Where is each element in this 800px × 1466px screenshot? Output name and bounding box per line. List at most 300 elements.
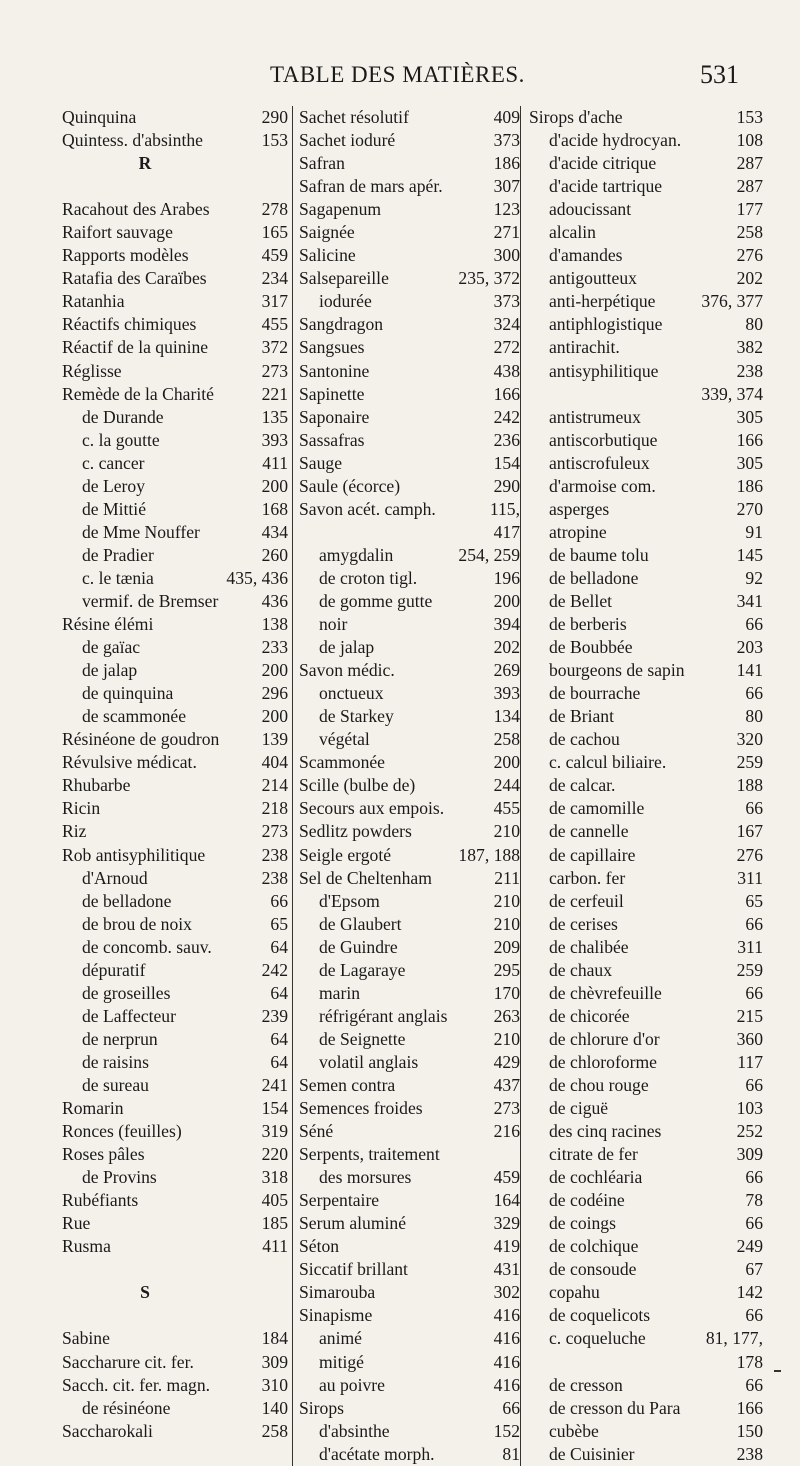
entry-page-ref: 66	[745, 798, 763, 819]
entry-term: Savon acét. camph.	[299, 498, 436, 519]
index-entry	[299, 544, 520, 567]
entry-term: Remède de la Charité	[62, 383, 214, 404]
entry-term: de sureau	[82, 1074, 149, 1095]
index-entry	[299, 106, 520, 129]
index-entry	[62, 613, 288, 636]
index-entry	[299, 336, 520, 359]
entry-term	[299, 521, 490, 544]
index-entry	[529, 1327, 763, 1350]
entry-page-ref: 271	[493, 222, 520, 243]
entry-page-ref: 434	[261, 521, 288, 542]
margin-mark	[774, 1370, 781, 1372]
entry-term: Seigle ergoté	[299, 844, 392, 865]
entry-page-ref: 238	[736, 360, 763, 381]
index-entry	[299, 590, 520, 613]
entry-term: Raifort sauvage	[62, 222, 173, 243]
entry-term: Salicine	[299, 245, 356, 266]
entry-page-ref: 200	[261, 660, 288, 681]
index-entry	[299, 1397, 520, 1420]
index-entry	[529, 659, 763, 682]
index-entry	[62, 751, 288, 774]
entry-term: Ratafia des Caraïbes	[62, 268, 207, 289]
index-entry	[299, 751, 520, 774]
entry-page-ref: 108	[736, 130, 763, 151]
index-entry	[529, 1120, 763, 1143]
index-entry	[299, 360, 520, 383]
entry-term: Réglisse	[62, 360, 122, 381]
page-header	[0, 62, 800, 92]
entry-page-ref: 382	[736, 337, 763, 358]
entry-page-ref: 170	[493, 982, 520, 1003]
entry-page-ref: 258	[736, 222, 763, 243]
entry-page-ref: 252	[736, 1121, 763, 1142]
index-entry	[529, 198, 763, 221]
entry-term: de berberis	[549, 614, 627, 635]
entry-term: Salsepareille	[299, 268, 389, 289]
index-entry	[299, 890, 520, 913]
index-entry	[299, 406, 520, 429]
entry-term: d'acide citrique	[549, 153, 657, 174]
index-entry	[299, 1327, 520, 1350]
entry-page-ref: 215	[736, 1005, 763, 1026]
entry-page-ref: 66	[502, 1397, 520, 1418]
index-entry	[299, 959, 520, 982]
index-entry	[62, 1351, 288, 1374]
entry-page-ref: 278	[261, 199, 288, 220]
entry-page-ref: 209	[493, 936, 520, 957]
entry-term: Séton	[299, 1236, 340, 1257]
entry-page-ref: 168	[261, 498, 288, 519]
index-entry	[299, 1351, 520, 1374]
index-entry	[529, 383, 763, 406]
entry-page-ref: 290	[261, 107, 288, 127]
entry-page-ref: 66	[745, 1305, 763, 1326]
index-entry	[62, 290, 288, 313]
entry-term: Sangdragon	[299, 314, 384, 335]
entry-term: au poivre	[319, 1374, 385, 1395]
entry-term: marin	[319, 982, 361, 1003]
entry-page-ref: 459	[261, 245, 288, 266]
entry-term: c. cancer	[82, 452, 145, 473]
entry-page-ref: 341	[736, 590, 763, 611]
entry-page-ref: 134	[493, 706, 520, 727]
entry-term: Racahout des Arabes	[62, 199, 210, 220]
index-entry	[529, 221, 763, 244]
entry-page-ref: 272	[493, 337, 520, 358]
entry-term: de belladone	[549, 567, 639, 588]
entry-term: Ricin	[62, 798, 101, 819]
entry-term: de scammonée	[82, 706, 187, 727]
entry-page-ref: 138	[261, 614, 288, 635]
index-entry	[62, 129, 288, 152]
entry-page-ref: 92	[745, 567, 763, 588]
entry-term: de belladone	[82, 890, 172, 911]
entry-page-ref: 164	[493, 1190, 520, 1211]
index-entry	[62, 820, 288, 843]
index-entry	[529, 1143, 763, 1166]
entry-page-ref: 177	[736, 199, 763, 220]
index-entry	[529, 797, 763, 820]
entry-term: Rue	[62, 1213, 91, 1234]
entry-page-ref: 372	[261, 337, 288, 358]
index-entry	[299, 198, 520, 221]
entry-page-ref: 269	[493, 660, 520, 681]
entry-term: Saccharokali	[62, 1420, 153, 1441]
entry-term: c. calcul biliaire.	[549, 752, 667, 773]
entry-page-ref: 404	[261, 752, 288, 773]
entry-page-ref: 309	[736, 1144, 763, 1165]
entry-term: Saule (écorce)	[299, 475, 401, 496]
entry-term: de consoude	[549, 1259, 637, 1280]
entry-term: végétal	[319, 729, 370, 750]
entry-term: de Durande	[82, 406, 164, 427]
entry-page-ref: 64	[270, 982, 288, 1003]
entry-term: Rusma	[62, 1236, 111, 1257]
index-entry	[299, 452, 520, 475]
entry-page-ref: 185	[261, 1213, 288, 1234]
index-entry	[299, 129, 520, 152]
index-entry	[299, 613, 520, 636]
index-entry	[529, 313, 763, 336]
index-entry	[529, 705, 763, 728]
entry-term: de bourrache	[549, 683, 641, 704]
entry-page-ref: 329	[493, 1213, 520, 1234]
entry-term: R	[138, 153, 152, 174]
index-entry	[62, 336, 288, 359]
entry-term: d'acide hydrocyan.	[549, 130, 682, 151]
entry-term: de chèvrefeuille	[549, 982, 662, 1003]
index-entry	[299, 1028, 520, 1051]
entry-term: Sel de Cheltenham	[299, 867, 432, 888]
page-title: TABLE DES MATIÈRES.	[270, 62, 525, 87]
entry-term: alcalin	[549, 222, 596, 243]
entry-page-ref: 167	[736, 821, 763, 842]
entry-term: de Guindre	[319, 936, 398, 957]
entry-term: noir	[319, 614, 348, 635]
entry-term: Savon médic.	[299, 660, 395, 681]
entry-term: Scille (bulbe de)	[299, 775, 416, 796]
entry-term: Serum aluminé	[299, 1213, 407, 1234]
index-entry	[62, 313, 288, 336]
entry-term: d'acétate morph.	[319, 1443, 435, 1464]
entry-term: c. la goutte	[82, 429, 160, 450]
entry-term: de Mittié	[82, 498, 147, 519]
index-entry	[62, 774, 288, 797]
entry-page-ref: 249	[736, 1236, 763, 1257]
entry-term: de Pradier	[82, 544, 154, 565]
entry-term: Sapinette	[299, 383, 365, 404]
entry-term: Simarouba	[299, 1282, 376, 1303]
index-entry	[62, 1143, 288, 1166]
entry-page-ref: 234	[261, 268, 288, 289]
index-entry	[529, 521, 763, 544]
entry-page-ref: 150	[736, 1420, 763, 1441]
entry-page-ref: 67	[745, 1259, 763, 1280]
index-entry	[529, 1097, 763, 1120]
entry-page-ref: 66	[745, 614, 763, 635]
index-entry	[529, 774, 763, 797]
entry-term: de raisins	[82, 1051, 149, 1072]
entry-term: de cerfeuil	[549, 890, 624, 911]
index-entry	[299, 1235, 520, 1258]
entry-page-ref: 186	[493, 153, 520, 174]
entry-term: de Mme Nouffer	[82, 521, 200, 542]
entry-term: Rob antisyphilitique	[62, 844, 206, 865]
index-entry	[529, 175, 763, 198]
index-column-2	[292, 106, 520, 1466]
entry-page-ref: 411	[262, 1236, 288, 1257]
entry-page-ref: 186	[736, 475, 763, 496]
index-entry	[299, 867, 520, 890]
entry-page-ref: 135	[261, 406, 288, 427]
index-entry	[62, 982, 288, 1005]
entry-term: antigoutteux	[549, 268, 637, 289]
section-letter	[62, 152, 288, 175]
entry-term: des morsures	[319, 1167, 412, 1188]
entry-term: de cachou	[549, 729, 620, 750]
index-entry	[62, 1212, 288, 1235]
entry-term: de concomb. sauv.	[82, 936, 212, 957]
entry-term: Résinéone de goudron	[62, 729, 220, 750]
index-entry	[62, 567, 288, 590]
index-entry	[299, 475, 520, 498]
entry-term: de Glaubert	[319, 913, 402, 934]
index-entry	[529, 613, 763, 636]
entry-term: Roses pâles	[62, 1144, 145, 1165]
entry-term: dépuratif	[82, 959, 146, 980]
entry-page-ref: 166	[736, 429, 763, 450]
entry-term: c. coqueluche	[549, 1328, 646, 1349]
index-entry	[529, 106, 763, 129]
entry-term: Sedlitz powders	[299, 821, 412, 842]
entry-page-ref: 139	[261, 729, 288, 750]
index-entry	[529, 867, 763, 890]
entry-page-ref: 416	[493, 1351, 520, 1372]
entry-term: volatil anglais	[319, 1051, 419, 1072]
index-entry	[529, 913, 763, 936]
entry-term: de Briant	[549, 706, 614, 727]
entry-term: de capillaire	[549, 844, 636, 865]
entry-page-ref: 287	[736, 153, 763, 174]
entry-term: antisyphilitique	[549, 360, 659, 381]
entry-page-ref: 258	[261, 1420, 288, 1441]
index-entry	[62, 383, 288, 406]
entry-term: de camomille	[549, 798, 645, 819]
entry-page-ref: 438	[493, 360, 520, 381]
index-entry	[299, 728, 520, 751]
index-entry	[62, 452, 288, 475]
index-entry	[62, 913, 288, 936]
entry-page-ref: 239	[261, 1005, 288, 1026]
index-entry	[62, 682, 288, 705]
entry-page-ref: 210	[493, 890, 520, 911]
entry-page-ref: 80	[745, 706, 763, 727]
entry-page-ref: 305	[736, 406, 763, 427]
entry-term: antirachit.	[549, 337, 620, 358]
index-entry	[529, 1051, 763, 1074]
entry-term: Scammonée	[299, 752, 385, 773]
index-entry	[529, 475, 763, 498]
entry-page-ref: 166	[736, 1397, 763, 1418]
entry-page-ref: 295	[493, 959, 520, 980]
index-entry	[299, 1212, 520, 1235]
entry-term: Serpentaire	[299, 1190, 380, 1211]
index-entry	[62, 198, 288, 221]
entry-page-ref: 103	[736, 1098, 763, 1119]
entry-page-ref: 258	[493, 729, 520, 750]
index-entry	[299, 774, 520, 797]
entry-page-ref: 66	[745, 982, 763, 1003]
index-entry	[62, 936, 288, 959]
entry-term: de cerises	[549, 913, 618, 934]
index-entry	[529, 267, 763, 290]
index-entry	[529, 890, 763, 913]
entry-term: des cinq racines	[549, 1121, 662, 1142]
entry-page-ref: 259	[736, 752, 763, 773]
entry-page-ref: 459	[493, 1167, 520, 1188]
entry-term: antiscorbutique	[549, 429, 658, 450]
entry-term: d'Arnoud	[82, 867, 148, 888]
index-entry	[62, 844, 288, 867]
entry-page-ref: 153	[261, 130, 288, 151]
entry-term: Saccharure cit. fer.	[62, 1351, 194, 1372]
entry-page-ref: 202	[736, 268, 763, 289]
index-entry	[62, 890, 288, 913]
entry-term: de brou de noix	[82, 913, 192, 934]
index-entry	[529, 682, 763, 705]
entry-term: de jalap	[82, 660, 138, 681]
entry-term: Sinapisme	[299, 1305, 373, 1326]
index-entry	[299, 498, 520, 521]
entry-page-ref: 66	[270, 890, 288, 911]
entry-term: de jalap	[319, 637, 375, 658]
entry-term: de Cuisinier	[549, 1443, 635, 1464]
entry-term: anti-herpétique	[549, 291, 656, 312]
entry-page-ref: 202	[493, 637, 520, 658]
index-entry	[529, 844, 763, 867]
entry-page-ref: 311	[737, 936, 763, 957]
entry-term: vermif. de Bremser	[82, 590, 219, 611]
entry-page-ref: 270	[736, 498, 763, 519]
index-entry	[529, 1074, 763, 1097]
entry-term: c. le tænia	[82, 567, 154, 588]
entry-page-ref: 273	[261, 360, 288, 381]
entry-term: Santonine	[299, 360, 370, 381]
index-entry	[299, 913, 520, 936]
index-entry	[299, 1304, 520, 1327]
index-entry	[529, 728, 763, 751]
index-entry	[529, 360, 763, 383]
index-entry	[62, 1005, 288, 1028]
entry-page-ref: 200	[493, 590, 520, 611]
index-entry	[299, 290, 520, 313]
entry-page-ref: 276	[736, 245, 763, 266]
index-entry	[62, 705, 288, 728]
entry-term: de codéine	[549, 1190, 625, 1211]
entry-term: d'amandes	[549, 245, 623, 266]
entry-term: d'acide tartrique	[549, 176, 663, 197]
index-entry	[62, 1235, 288, 1258]
index-entry	[299, 705, 520, 728]
entry-term: de cresson	[549, 1374, 623, 1395]
index-entry	[62, 1420, 288, 1443]
index-entry	[529, 1397, 763, 1420]
index-entry	[62, 659, 288, 682]
entry-page-ref: 80	[745, 314, 763, 335]
entry-term: Réactif de la quinine	[62, 337, 209, 358]
entry-page-ref: 437	[493, 1074, 520, 1095]
entry-term: mitigé	[319, 1351, 364, 1372]
entry-term: Résine élémi	[62, 614, 154, 635]
entry-page-ref: 66	[745, 683, 763, 704]
entry-page-ref: 211	[494, 867, 520, 888]
index-entry	[529, 1212, 763, 1235]
entry-term: de Bellet	[549, 590, 613, 611]
entry-term: animé	[319, 1328, 362, 1349]
entry-term: Secours aux empois.	[299, 798, 445, 819]
entry-page-ref: 263	[493, 1005, 520, 1026]
entry-term: carbon. fer	[549, 867, 626, 888]
entry-term: de nerprun	[82, 1028, 158, 1049]
index-entry	[529, 1420, 763, 1443]
index-entry	[299, 936, 520, 959]
entry-page-ref: 220	[261, 1144, 288, 1165]
entry-term: d'Epsom	[319, 890, 380, 911]
entry-term: Sachet ioduré	[299, 130, 396, 151]
entry-page-ref: 416	[493, 1374, 520, 1395]
entry-term: antistrumeux	[549, 406, 641, 427]
entry-page-ref: 81, 177,	[705, 1328, 763, 1349]
index-entry	[529, 498, 763, 521]
index-entry	[62, 360, 288, 383]
entry-page-ref: 233	[261, 637, 288, 658]
entry-page-ref: 91	[745, 521, 763, 542]
index-entry	[299, 1005, 520, 1028]
entry-page-ref: 64	[270, 1051, 288, 1072]
entry-page-ref: 405	[261, 1190, 288, 1211]
index-entry	[529, 129, 763, 152]
entry-term: amygdalin	[319, 544, 394, 565]
entry-term: de chloroforme	[549, 1051, 657, 1072]
entry-term: Quintess. d'absinthe	[62, 130, 203, 151]
index-column-1	[62, 106, 288, 1443]
index-entry	[299, 1120, 520, 1143]
entry-page-ref: 123	[493, 199, 520, 220]
index-entry	[62, 406, 288, 429]
entry-term: Sauge	[299, 452, 342, 473]
entry-term: de chalibée	[549, 936, 629, 957]
entry-page-ref: 273	[261, 821, 288, 842]
index-entry	[299, 1420, 520, 1443]
index-entry	[529, 1166, 763, 1189]
index-entry	[299, 1051, 520, 1074]
entry-page-ref: 324	[493, 314, 520, 335]
entry-page-ref: 188	[736, 775, 763, 796]
entry-term: réfrigérant anglais	[319, 1005, 448, 1026]
index-entry	[529, 1281, 763, 1304]
index-entry	[529, 751, 763, 774]
entry-page-ref: 317	[261, 291, 288, 312]
entry-page-ref: 455	[493, 798, 520, 819]
index-entry	[529, 1258, 763, 1281]
index-entry	[299, 521, 520, 544]
index-entry	[299, 1374, 520, 1397]
entry-page-ref: 318	[261, 1167, 288, 1188]
index-entry	[299, 267, 520, 290]
index-entry	[529, 152, 763, 175]
index-entry	[529, 429, 763, 452]
entry-page-ref: 214	[261, 775, 288, 796]
